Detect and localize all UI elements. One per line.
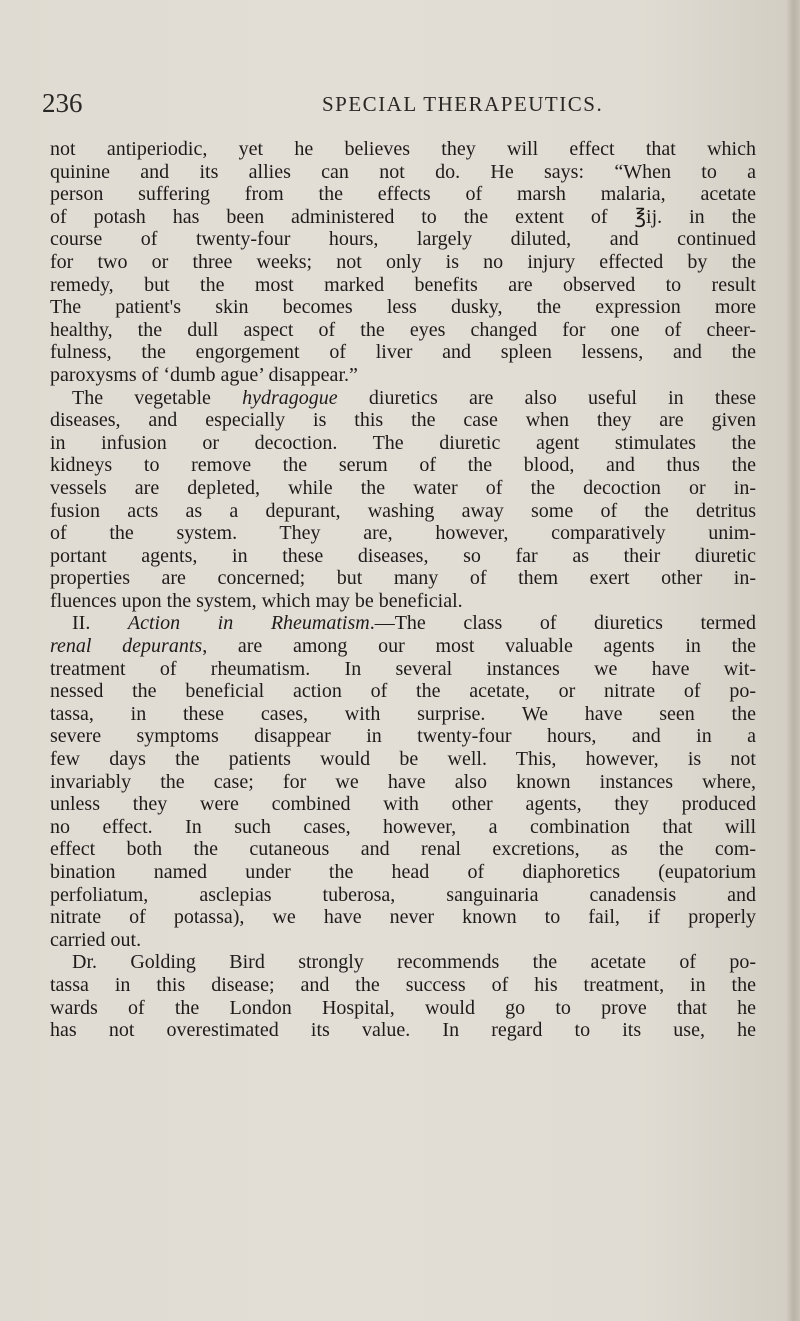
- text-line: person suffering from the effects of marsh malaria, acetate: [50, 183, 756, 206]
- text-line: fulness, the engorgement of liver and spleen lessens, and the: [50, 341, 756, 364]
- text-line: diseases, and especially is this the case when they are given: [50, 409, 756, 432]
- text-line: effect both the cutaneous and renal excretions, as the com-: [50, 838, 756, 861]
- text-line: tassa in this disease; and the success of his treatment, in the: [50, 973, 756, 996]
- text-line: portant agents, in these diseases, so far as their diuretic: [50, 544, 756, 567]
- text-line: fusion acts as a depurant, washing away some of the detritus: [50, 499, 756, 522]
- body-text: [50, 138, 756, 1042]
- italic-phrase: hydragogue: [242, 386, 338, 409]
- text-line: healthy, the dull aspect of the eyes changed for one of cheer-: [50, 318, 756, 341]
- text-line: not antiperiodic, yet he believes they will effect that which: [50, 138, 756, 160]
- text-line: The vegetable hydragogue diuretics are also useful in these: [72, 386, 756, 409]
- text-line: nessed the beneficial action of the acetate, or nitrate of po-: [50, 680, 756, 703]
- text-line: tassa, in these cases, with surprise. We have seen the: [50, 702, 756, 725]
- text-line: II. Action in Rheumatism.—The class of diuretics termed: [72, 612, 757, 635]
- text-line: perfoliatum, asclepias tuberosa, sanguinaria canadensis and: [50, 883, 756, 906]
- page-header: [42, 88, 762, 124]
- text-line: fluences upon the system, which may be beneficial.: [50, 589, 463, 612]
- text-line: course of twenty-four hours, largely diluted, and continued: [50, 228, 756, 251]
- text-line: properties are concerned; but many of them exert other in-: [50, 567, 756, 590]
- text-line: kidneys to remove the serum of the blood, and thus the: [50, 454, 756, 477]
- text-line: invariably the case; for we have also known instances where,: [50, 770, 756, 793]
- text-line: few days the patients would be well. This, however, is not: [50, 748, 756, 771]
- text-line: wards of the London Hospital, would go to prove that he: [50, 996, 756, 1019]
- italic-phrase: renal depurants: [50, 635, 203, 658]
- text-line: remedy, but the most marked benefits are observed to result: [50, 273, 756, 296]
- text-line: quinine and its allies can not do. He says: “When to a: [50, 160, 756, 183]
- text-line: for two or three weeks; not only is no injury effected by the: [50, 250, 756, 273]
- text-line: has not overestimated its value. In regard to its use, he: [50, 1019, 756, 1042]
- text-line: renal depurants, are among our most valuable agents in the: [50, 635, 757, 658]
- text-line: nitrate of potassa), we have never known to fail, if properly: [50, 906, 756, 929]
- text-line: severe symptoms disappear in twenty-four hours, and in a: [50, 725, 756, 748]
- text-line: in infusion or decoction. The diuretic agent stimulates the: [50, 431, 756, 454]
- text-line: treatment of rheumatism. In several instances we have wit-: [50, 657, 756, 680]
- text-line: of the system. They are, however, comparatively unim-: [50, 522, 756, 545]
- text-line: The patient's skin becomes less dusky, the expression more: [50, 296, 756, 319]
- text-line: unless they were combined with other agents, they produced: [50, 793, 756, 816]
- text-line: of potash has been administered to the extent of ℥ij. in the: [50, 205, 756, 228]
- page-edge-shadow: [786, 0, 800, 1321]
- page-number: 236: [42, 88, 83, 118]
- text-line: Dr. Golding Bird strongly recommends the acetate of po-: [72, 951, 756, 974]
- text-line: bination named under the head of diaphoretics (eupatorium: [50, 861, 756, 883]
- italic-phrase: Action in Rheumatism: [127, 612, 370, 635]
- running-head: SPECIAL THERAPEUTICS.: [322, 92, 604, 116]
- text-line: vessels are depleted, while the water of the decoction or in-: [50, 476, 756, 499]
- text-line: paroxysms of ‘dumb ague’ disappear.”: [50, 363, 358, 386]
- text-line: no effect. In such cases, however, a combination that will: [50, 815, 756, 838]
- text-line: carried out.: [50, 928, 142, 951]
